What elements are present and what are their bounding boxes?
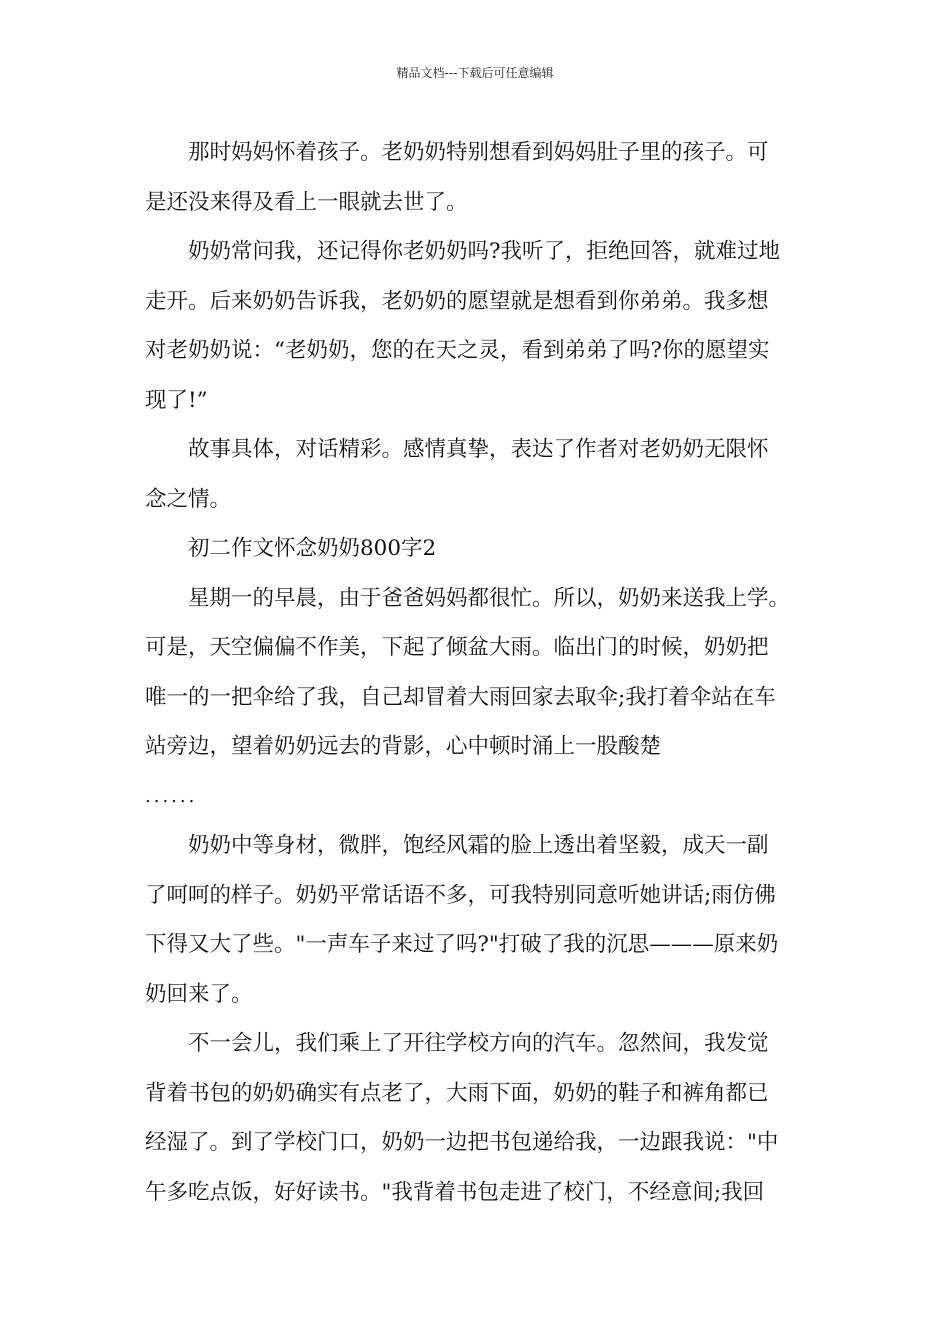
text-line: 下得又大了些。"一声车子来过了吗?"打破了我的沉思———原来奶: [145, 932, 779, 957]
text-line: 走开。后来奶奶告诉我，老奶奶的愿望就是想看到你弟弟。我多想: [145, 288, 769, 314]
paragraph: [145, 574, 815, 772]
paragraph: [145, 227, 815, 425]
text-line: 念之情。: [145, 486, 232, 512]
text-line: 星期一的早晨，由于爸爸妈妈都很忙。所以，奶奶来送我上学。: [188, 585, 791, 611]
text-line: 不一会儿，我们乘上了开往学校方向的汽车。忽然间，我发觉: [188, 1031, 769, 1056]
ellipsis: ......: [145, 785, 198, 807]
text-line: 是还没来得及看上一眼就去世了。: [145, 189, 468, 215]
text-line: 站旁边，望着奶奶远去的背影，心中顿时涌上一股酸楚: [145, 734, 662, 759]
paragraph: [145, 821, 815, 1019]
text-line: 背着书包的奶奶确实有点老了，大雨下面，奶奶的鞋子和裤角都已: [145, 1080, 769, 1106]
paragraph: [145, 1019, 815, 1217]
document-body: [145, 128, 815, 1217]
text-line: 奶回来了。: [145, 981, 253, 1007]
page-header: 精品文档---下载后可任意编辑: [396, 66, 554, 80]
text-line: 对老奶奶说：“老奶奶，您的在天之灵，看到弟弟了吗?你的愿望实: [145, 338, 770, 363]
text-line: 可是，天空偏偏不作美，下起了倾盆大雨。临出门的时候，奶奶把: [145, 635, 769, 660]
paragraph: [145, 128, 815, 227]
text-line: 那时妈妈怀着孩子。老奶奶特别想看到妈妈肚子里的孩子。可: [188, 140, 769, 165]
text-line: 现了!”: [145, 387, 208, 413]
text-line: 唯一的一把伞给了我，自己却冒着大雨回家去取伞;我打着伞站在车: [145, 684, 776, 710]
text-line: 午多吃点饭，好好读书。"我背着书包走进了校门，不经意间;我回: [145, 1179, 765, 1205]
text-line: 奶奶中等身材，微胖，饱经风霜的脸上透出着坚毅，成天一副: [188, 833, 769, 858]
text-line: 故事具体，对话精彩。感情真挚，表达了作者对老奶奶无限怀: [188, 437, 769, 462]
text-line: 经湿了。到了学校门口，奶奶一边把书包递给我，一边跟我说："中: [145, 1130, 779, 1155]
text-line: 了呵呵的样子。奶奶平常话语不多，可我特别同意听她讲话;雨仿佛: [145, 882, 776, 908]
paragraph: [145, 425, 815, 524]
section-heading: 初二作文怀念奶奶800字2: [188, 536, 437, 561]
text-line: 奶奶常问我，还记得你老奶奶吗?我听了，拒绝回答，就难过地: [188, 239, 781, 264]
